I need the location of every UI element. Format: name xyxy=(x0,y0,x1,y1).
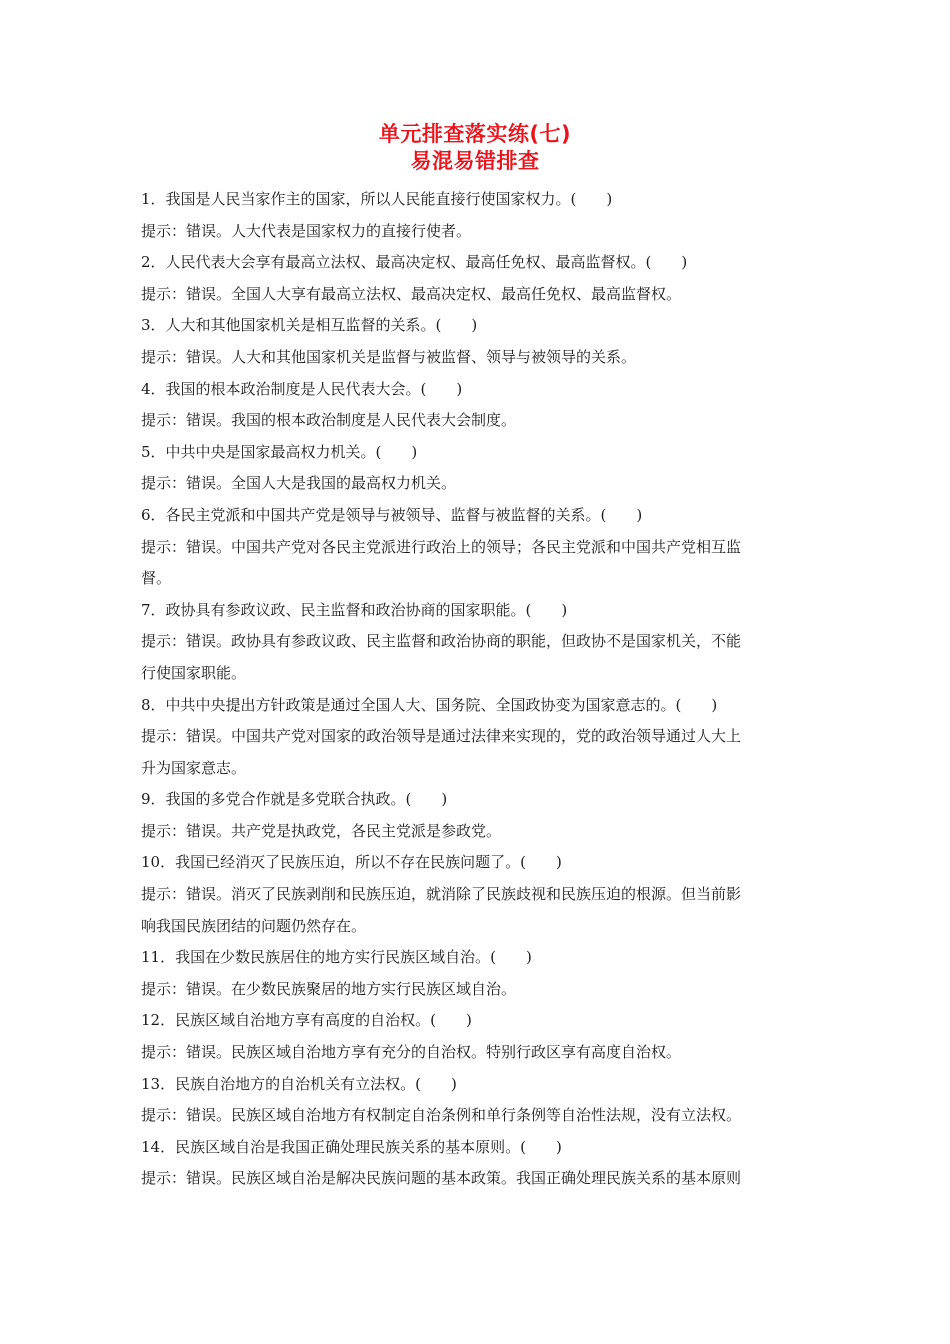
text-line: 5．中共中央是国家最高权力机关。( ) xyxy=(141,442,418,461)
text-line: 提示：错误。民族区域自治是解决民族问题的基本政策。我国正确处理民族关系的基本原则 xyxy=(141,1169,742,1188)
text-line: 督。 xyxy=(141,569,172,588)
text-line: 提示：错误。消灭了民族剥削和民族压迫，就消除了民族歧视和民族压迫的根源。但当前影 xyxy=(141,885,742,904)
text-line: 12．民族区域自治地方享有高度的自治权。( ) xyxy=(141,1011,472,1030)
text-line: 提示：错误。人大和其他国家机关是监督与被监督、领导与被领导的关系。 xyxy=(141,347,637,366)
text-line: 6．各民主党派和中国共产党是领导与被领导、监督与被监督的关系。( ) xyxy=(141,505,643,524)
text-line: 1．我国是人民当家作主的国家，所以人民能直接行使国家权力。( ) xyxy=(141,190,613,208)
text-line: 行使国家职能。 xyxy=(141,663,247,682)
title-block xyxy=(0,121,950,175)
text-line: 提示：错误。政协具有参政议政、民主监督和政治协商的职能，但政协不是国家机关，不能 xyxy=(141,632,742,651)
text-line: 11．我国在少数民族居住的地方实行民族区域自治。( ) xyxy=(141,948,532,967)
text-line: 提示：错误。全国人大是我国的最高权力机关。 xyxy=(141,474,457,493)
text-line: 14．民族区域自治是我国正确处理民族关系的基本原则。( ) xyxy=(141,1137,562,1156)
text-line: 4．我国的根本政治制度是人民代表大会。( ) xyxy=(141,379,463,398)
text-line: 9．我国的多党合作就是多党联合执政。( ) xyxy=(141,790,448,809)
text-line: 提示：错误。民族区域自治地方有权制定自治条例和单行条例等自治性法规，没有立法权。 xyxy=(141,1106,742,1125)
text-line: 提示：错误。中国共产党对国家的政治领导是通过法律来实现的，党的政治领导通过人大上 xyxy=(141,727,742,746)
text-line: 8．中共中央提出方针政策是通过全国人大、国务院、全国政协变为国家意志的。( ) xyxy=(141,695,718,714)
document-title: 单元排查落实练(七) xyxy=(378,122,572,146)
text-line: 提示：错误。人大代表是国家权力的直接行使者。 xyxy=(141,221,472,240)
text-line: 提示：错误。我国的根本政治制度是人民代表大会制度。 xyxy=(141,411,517,430)
text-line: 提示：错误。民族区域自治地方享有充分的自治权。特别行政区享有高度自治权。 xyxy=(141,1043,682,1062)
text-line: 提示：错误。全国人大享有最高立法权、最高决定权、最高任免权、最高监督权。 xyxy=(141,284,682,303)
text-line: 13．民族自治地方的自治机关有立法权。( ) xyxy=(141,1074,457,1093)
text-line: 响我国民族团结的问题仍然存在。 xyxy=(141,916,367,935)
text-line: 升为国家意志。 xyxy=(141,758,247,777)
text-line: 7．政协具有参政议政、民主监督和政治协商的国家职能。( ) xyxy=(141,600,568,619)
question-list xyxy=(141,184,813,1195)
text-line: 10．我国已经消灭了民族压迫，所以不存在民族问题了。( ) xyxy=(141,853,562,872)
document-subtitle: 易混易错排查 xyxy=(410,149,540,173)
text-line: 2．人民代表大会享有最高立法权、最高决定权、最高任免权、最高监督权。( ) xyxy=(141,253,688,272)
text-line: 提示：错误。中国共产党对各民主党派进行政治上的领导；各民主党派和中国共产党相互监 xyxy=(141,537,742,556)
text-line: 提示：错误。共产党是执政党，各民主党派是参政党。 xyxy=(141,821,502,840)
text-line: 提示：错误。在少数民族聚居的地方实行民族区域自治。 xyxy=(141,979,517,998)
text-line: 3．人大和其他国家机关是相互监督的关系。( ) xyxy=(141,316,478,335)
